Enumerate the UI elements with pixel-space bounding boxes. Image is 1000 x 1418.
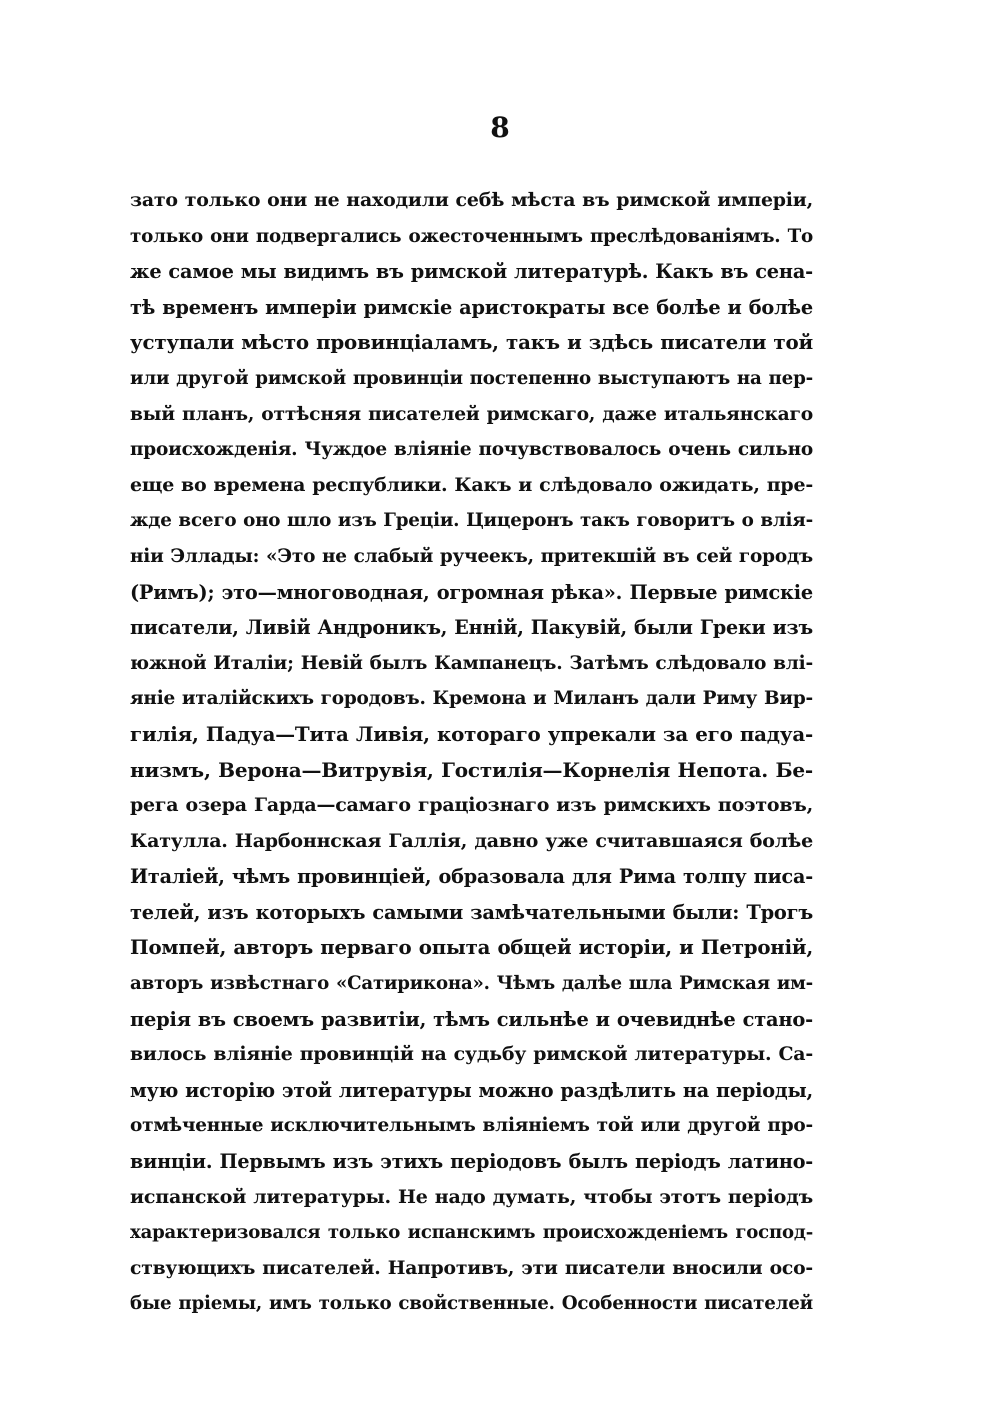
text-line: Помпей, авторъ перваго опыта общей исторіи, и Петроній, [130,935,813,960]
text-line: уступали мѣсто провинціаламъ, такъ и здѣсь писатели той [130,330,813,355]
body-text [130,183,813,1322]
text-line: рега озера Гарда—самаго граціознаго изъ римскихъ поэтовъ, [130,794,813,817]
text-line: вый планъ, оттѣсняя писателей римскаго, даже итальянскаго [130,402,813,425]
text-line: бые пріемы, имъ только свойственные. Особенности писателей [130,1293,813,1315]
text-line: характеризовался только испанскимъ происхожденіемъ господ- [130,1222,813,1244]
text-line: ствующихъ писателей. Напротивъ, эти писатели вносили осо- [130,1256,813,1279]
text-line: отмѣченные исключительнымъ вліяніемъ той или другой про- [130,1115,813,1137]
text-line: южной Италіи; Невій былъ Кампанецъ. Затѣмъ слѣдовало влі- [130,652,813,674]
text-line: вилось вліяніе провинцій на судьбу римской литературы. Са- [130,1043,813,1066]
text-line: Италіей, чѣмъ провинціей, образовала для Рима толпу писа- [130,865,813,889]
text-line: испанской литературы. Не надо думать, чтобы этотъ періодъ [130,1185,813,1208]
text-line: происхожденія. Чуждое вліяніе почувствовалось очень сильно [130,439,813,461]
text-line: мую исторію этой литературы можно раздѣлить на періоды, [130,1078,813,1102]
text-line: зато только они не находили себѣ мѣста въ римской имперіи, [130,189,813,211]
text-line: гилія, Падуа—Тита Ливія, котораго упрекали за его падуа- [130,721,813,746]
text-line: только они подвергались ожесточеннымъ преслѣдованіямъ. То [130,225,813,247]
text-line: авторъ извѣстнаго «Сатирикона». Чѣмъ далѣе шла Римская им- [130,973,813,995]
text-line: жде всего оно шло изъ Греціи. Цицеронъ такъ говоритъ о влія- [130,510,813,532]
text-line: еще во времена республики. Какъ и слѣдовало ожидать, пре- [130,473,813,496]
text-line: писатели, Ливій Андроникъ, Енній, Пакувій, были Греки изъ [130,616,813,640]
text-line: низмъ, Верона—Витрувія, Гостилія—Корнелія Непота. Бе- [130,757,813,782]
text-line: (Римъ); это—многоводная, огромная рѣка». Первые римскіе [130,580,813,604]
text-line: ніи Эллады: «Это не слабый ручеекъ, притекшій въ сей городъ [130,545,813,567]
text-line: яніе италійскихъ городовъ. Кремона и Миланъ дали Риму Вир- [130,688,813,710]
text-line: Катулла. Нарбоннская Галлія, давно уже считавшаяся болѣе [130,829,813,852]
text-line: же самое мы видимъ въ римской литературѣ. Какъ въ сена- [130,260,813,284]
page-number: 8 [490,111,510,144]
text-line: тѣ временъ имперіи римскіе аристократы все болѣе и болѣе [130,295,813,319]
text-line: винціи. Первымъ изъ этихъ періодовъ былъ періодъ латино- [130,1150,813,1174]
text-line: или другой римской провинціи постепенно выступаютъ на пер- [130,367,813,389]
text-line: перія въ своемъ развитіи, тѣмъ сильнѣе и очевиднѣе стано- [130,1007,813,1031]
text-line: телей, изъ которыхъ самыми замѣчательными были: Трогъ [130,900,813,924]
